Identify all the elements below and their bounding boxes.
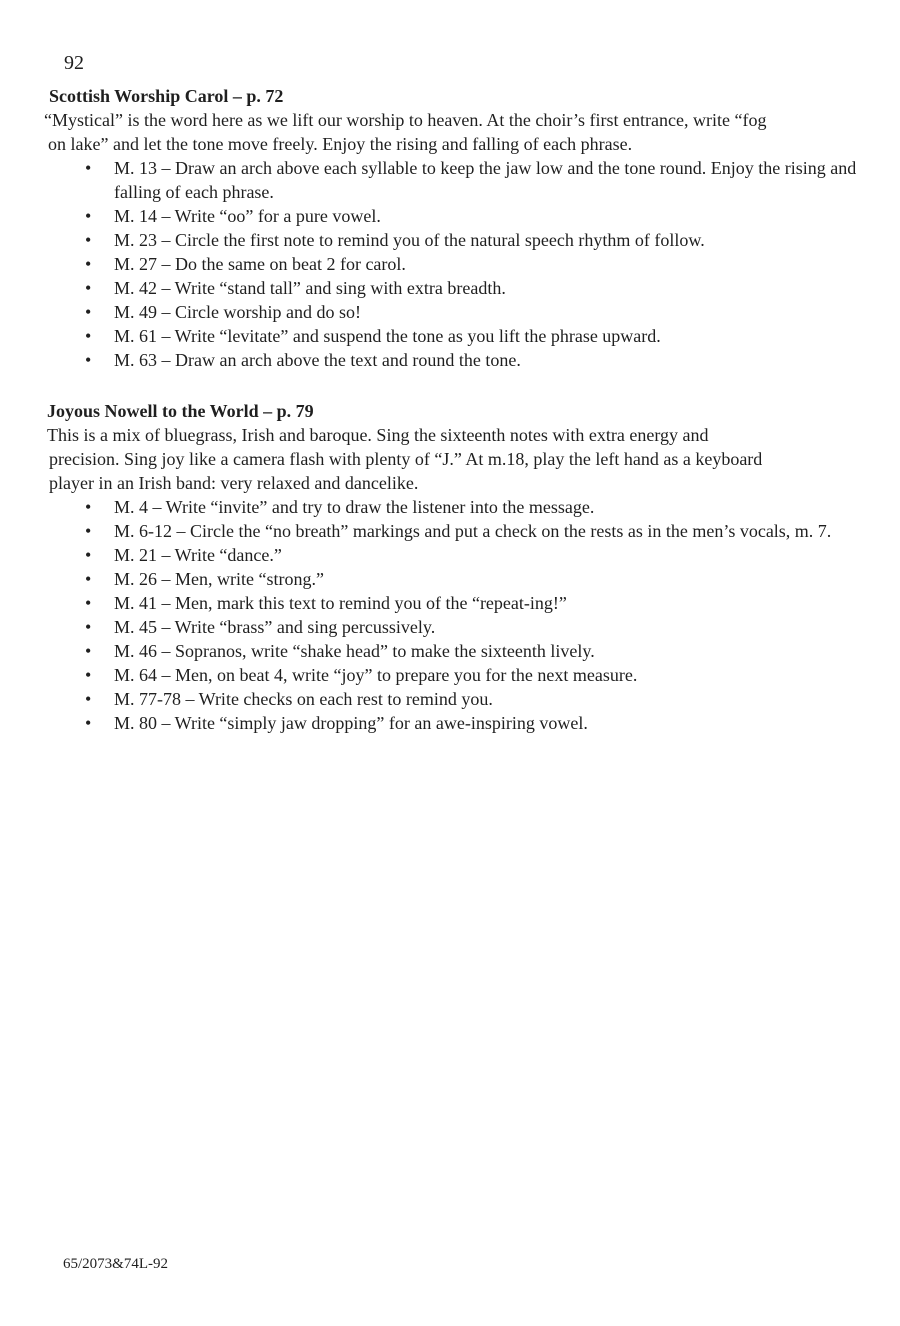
list-item [0, 300, 900, 324]
bullet-icon: • [85, 254, 92, 274]
bullet-icon: • [85, 497, 92, 517]
section-title: Joyous Nowell to the World – p. 79 [47, 401, 314, 421]
list-item [0, 543, 900, 567]
list-item-text: M. 21 – Write “dance.” [114, 545, 282, 565]
bullet-list [0, 495, 900, 735]
list-item [0, 711, 900, 735]
list-item-text: M. 64 – Men, on beat 4, write “joy” to prepare you for the next measure. [114, 665, 638, 685]
footer-code: 65/2073&74L-92 [63, 1256, 168, 1272]
intro-line: This is a mix of bluegrass, Irish and baroque. Sing the sixteenth notes with extra energy and [47, 425, 709, 445]
list-item [0, 204, 900, 228]
bullet-icon: • [85, 521, 92, 541]
list-item-text: M. 13 – Draw an arch above each syllable to keep the jaw low and the tone round. Enjoy the rising and falling of each phrase. [114, 158, 857, 202]
intro-line: on lake” and let the tone move freely. Enjoy the rising and falling of each phrase. [48, 134, 633, 154]
bullet-icon: • [85, 302, 92, 322]
bullet-icon: • [85, 641, 92, 661]
list-item-text: M. 42 – Write “stand tall” and sing with extra breadth. [114, 278, 506, 298]
section-intro [47, 423, 762, 495]
list-item [0, 639, 900, 663]
list-item-text: M. 26 – Men, write “strong.” [114, 569, 324, 589]
list-item-text: M. 77-78 – Write checks on each rest to remind you. [114, 689, 493, 709]
bullet-icon: • [85, 713, 92, 733]
section-title: Scottish Worship Carol – p. 72 [49, 86, 284, 106]
intro-line: precision. Sing joy like a camera flash with plenty of “J.” At m.18, play the left hand as a keyboard [49, 449, 763, 469]
intro-line: “Mystical” is the word here as we lift our worship to heaven. At the choir’s first entrance, write “fog [44, 110, 767, 130]
list-item [0, 519, 900, 543]
bullet-icon: • [85, 593, 92, 613]
list-item [0, 687, 900, 711]
bullet-icon: • [85, 278, 92, 298]
list-item-text: M. 27 – Do the same on beat 2 for carol. [114, 254, 406, 274]
bullet-icon: • [85, 158, 92, 178]
bullet-icon: • [85, 350, 92, 370]
bullet-icon: • [85, 326, 92, 346]
bullet-list [0, 156, 900, 372]
list-item [0, 591, 900, 615]
bullet-icon: • [85, 617, 92, 637]
section-intro [44, 108, 766, 156]
list-item [0, 348, 900, 372]
list-item [0, 495, 900, 519]
list-item-text: M. 23 – Circle the first note to remind you of the natural speech rhythm of follow. [114, 230, 705, 250]
list-item-text: M. 4 – Write “invite” and try to draw the listener into the message. [114, 497, 595, 517]
list-item [0, 567, 900, 591]
list-item [0, 663, 900, 687]
list-item [0, 324, 900, 348]
list-item-text: M. 46 – Sopranos, write “shake head” to make the sixteenth lively. [114, 641, 595, 661]
list-item-text: M. 6-12 – Circle the “no breath” markings and put a check on the rests as in the men’s vocals, m. 7. [114, 521, 832, 541]
bullet-icon: • [85, 689, 92, 709]
list-item [0, 252, 900, 276]
list-item-text: M. 61 – Write “levitate” and suspend the tone as you lift the phrase upward. [114, 326, 661, 346]
list-item-text: M. 45 – Write “brass” and sing percussively. [114, 617, 436, 637]
intro-line: player in an Irish band: very relaxed and dancelike. [49, 473, 419, 493]
bullet-icon: • [85, 545, 92, 565]
list-item-text: M. 14 – Write “oo” for a pure vowel. [114, 206, 381, 226]
list-item [0, 156, 900, 204]
list-item [0, 615, 900, 639]
list-item-text: M. 41 – Men, mark this text to remind you of the “repeat-ing!” [114, 593, 567, 613]
bullet-icon: • [85, 665, 92, 685]
list-item [0, 276, 900, 300]
list-item-text: M. 63 – Draw an arch above the text and round the tone. [114, 350, 521, 370]
page-number: 92 [64, 52, 84, 74]
list-item-text: M. 49 – Circle worship and do so! [114, 302, 361, 322]
list-item-text: M. 80 – Write “simply jaw dropping” for an awe-inspiring vowel. [114, 713, 588, 733]
bullet-icon: • [85, 206, 92, 226]
list-item [0, 228, 900, 252]
bullet-icon: • [85, 230, 92, 250]
bullet-icon: • [85, 569, 92, 589]
